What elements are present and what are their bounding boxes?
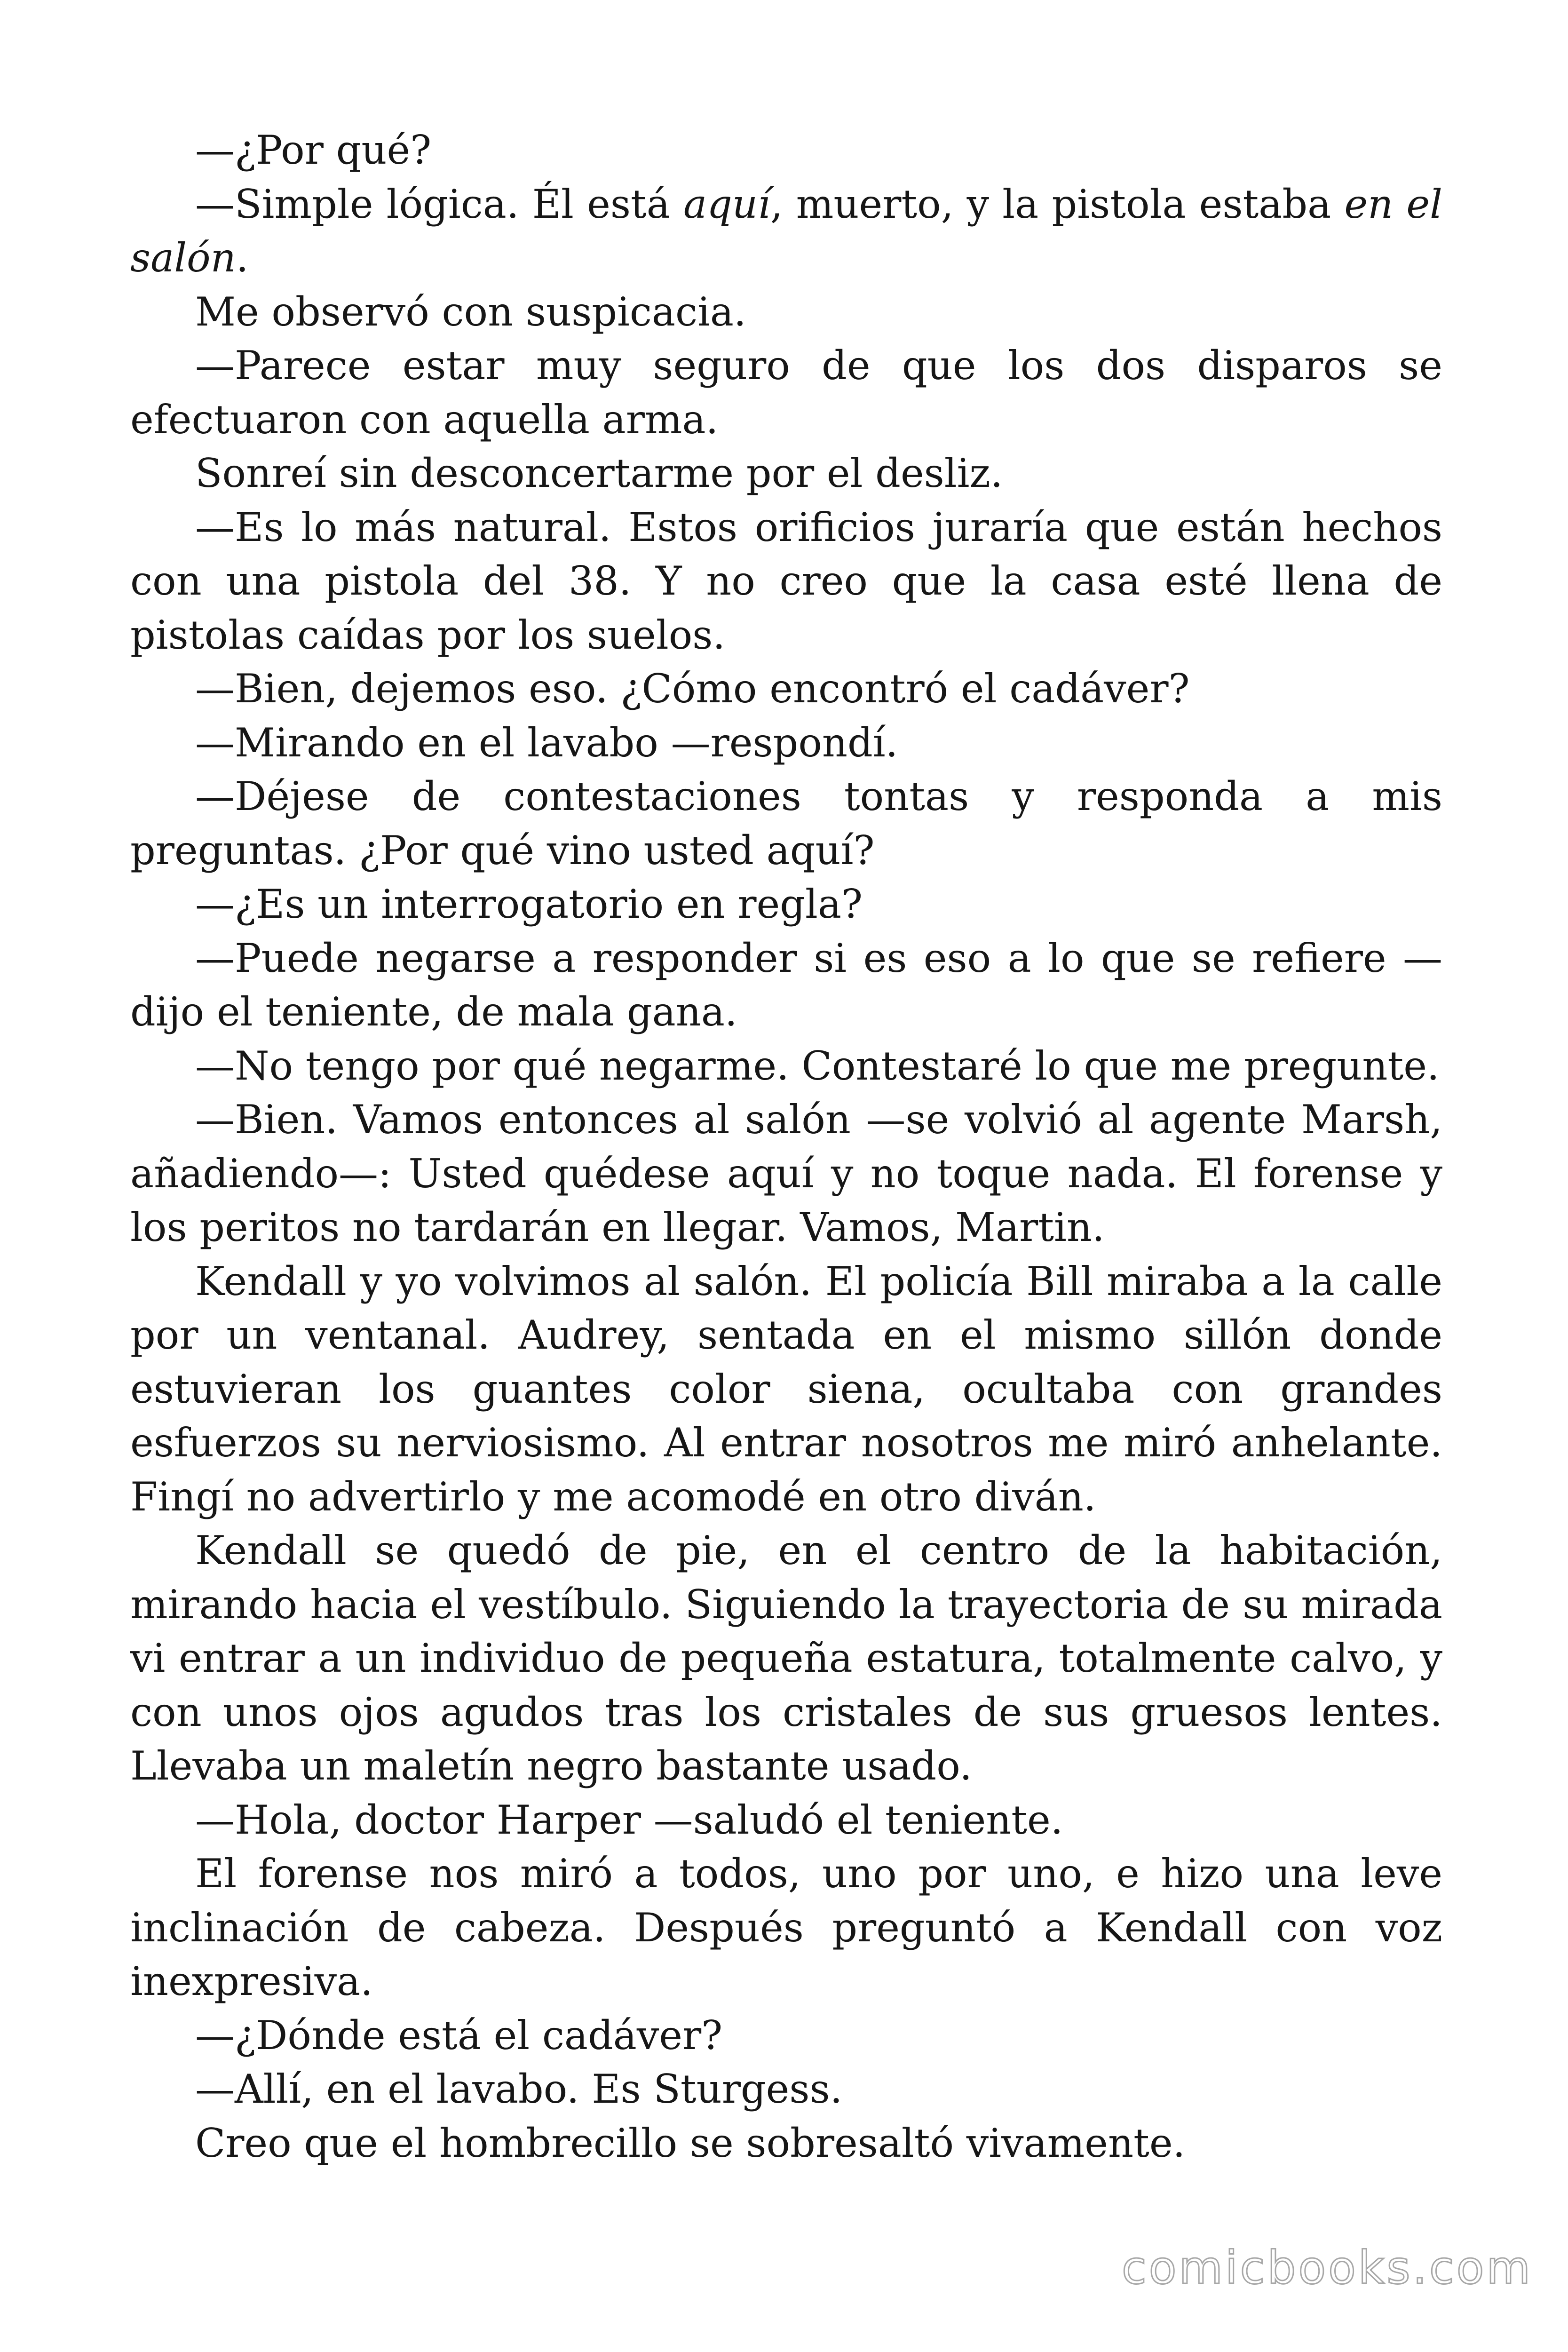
- text-run: —¿Por qué?: [195, 127, 432, 173]
- text-run: —Es lo más natural. Estos orificios juraría que están hechos con una pistola del 38. Y no creo que la casa esté llena de pistolas caídas por los suelos.: [130, 504, 1442, 658]
- text-run: Kendall y yo volvimos al salón. El policía Bill miraba a la calle por un ventanal. Audrey, sentada en el mismo sillón donde estuvieran los guantes color siena, ocultaba con grandes esfuerzos su nerviosismo. Al entrar nosotros me miró anhelante. Fingí no advertirlo y me acomodé en otro diván.: [130, 1258, 1442, 1520]
- italic-text: aquí: [683, 181, 770, 227]
- text-run: —Mirando en el lavabo —respondí.: [195, 719, 898, 766]
- text-run: —Puede negarse a responder si es eso a lo que se refiere —dijo el teniente, de mala gana.: [130, 935, 1442, 1035]
- text-run: Kendall se quedó de pie, en el centro de la habitación, mirando hacia el vestíbulo. Siguiendo la trayectoria de su mirada vi entrar a un individuo de pequeña estatura, totalmente calvo, y con unos ojos agudos tras los cristales de sus gruesos lentes. Llevaba un maletín negro bastante usado.: [130, 1527, 1442, 1789]
- text-run: —Bien, dejemos eso. ¿Cómo encontró el cadáver?: [195, 666, 1190, 712]
- text-run: , muerto, y la pistola estaba: [770, 181, 1345, 227]
- paragraph: [130, 2062, 1442, 2116]
- site-watermark: comicbooks.com: [1121, 2241, 1533, 2294]
- italic-text: en el salón: [130, 181, 1443, 281]
- paragraph: [130, 446, 1442, 501]
- text-run: —Allí, en el lavabo. Es Sturgess.: [195, 2066, 843, 2112]
- paragraph: [130, 1093, 1442, 1255]
- paragraph: [130, 1847, 1442, 2009]
- paragraph: [130, 1793, 1442, 1847]
- text-run: —No tengo por qué negarme. Contestaré lo que me pregunte.: [195, 1042, 1440, 1089]
- text-run: —Simple lógica. Él está: [195, 181, 684, 227]
- text-run: —Déjese de contestaciones tontas y responda a mis preguntas. ¿Por qué vino usted aquí?: [130, 773, 1442, 874]
- text-run: —Hola, doctor Harper —saludó el teniente.: [195, 1796, 1063, 1843]
- paragraph: [130, 716, 1442, 770]
- text-run: Creo que el hombrecillo se sobresaltó vivamente.: [195, 2120, 1186, 2166]
- text-run: —Bien. Vamos entonces al salón —se volvió al agente Marsh, añadiendo—: Usted quédese aquí y no toque nada. El forense y los peritos no tardarán en llegar. Vamos, Martin.: [130, 1097, 1442, 1250]
- body-text: [130, 123, 1442, 2170]
- paragraph: [130, 2116, 1442, 2170]
- text-run: —¿Dónde está el cadáver?: [195, 2012, 723, 2058]
- paragraph: [130, 177, 1442, 285]
- text-run: —Parece estar muy seguro de que los dos disparos se efectuaron con aquella arma.: [130, 342, 1442, 443]
- paragraph: [130, 2009, 1442, 2063]
- paragraph: [130, 770, 1442, 877]
- text-run: Sonreí sin desconcertarme por el desliz.: [195, 450, 1003, 496]
- paragraph: [130, 501, 1442, 662]
- paragraph: [130, 123, 1442, 177]
- text-run: .: [236, 235, 249, 281]
- paragraph: [130, 339, 1442, 446]
- paragraph: [130, 1255, 1442, 1524]
- text-run: —¿Es un interrogatorio en regla?: [195, 881, 863, 927]
- paragraph: [130, 1524, 1442, 1793]
- paragraph: [130, 285, 1442, 339]
- text-run: El forense nos miró a todos, uno por uno, e hizo una leve inclinación de cabeza. Después preguntó a Kendall con voz inexpresiva.: [130, 1851, 1442, 2004]
- text-run: Me observó con suspicacia.: [195, 288, 746, 335]
- paragraph: [130, 662, 1442, 716]
- paragraph: [130, 877, 1442, 931]
- paragraph: [130, 931, 1442, 1039]
- paragraph: [130, 1039, 1442, 1093]
